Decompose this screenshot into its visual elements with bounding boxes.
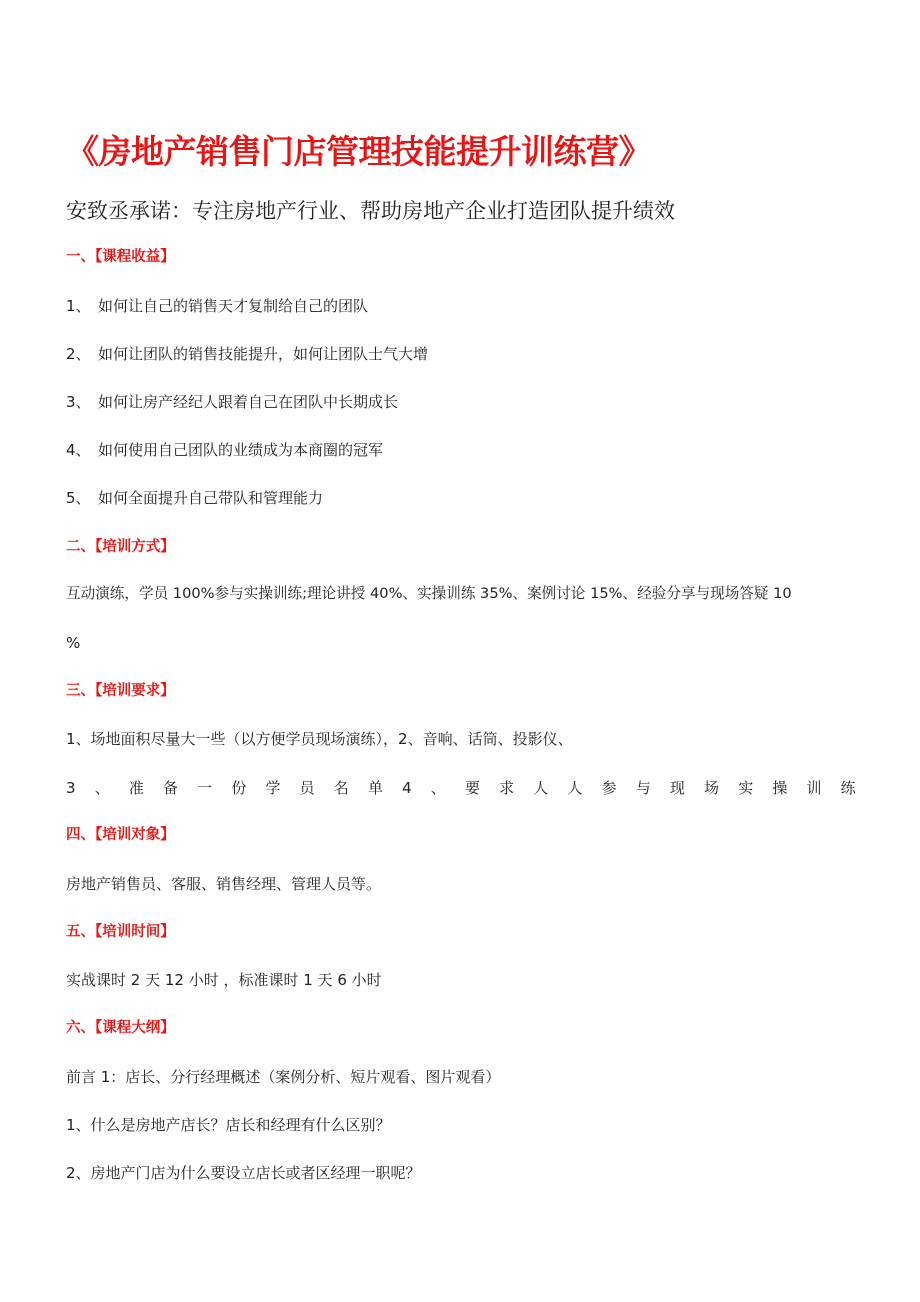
outline-question-2: 2、房地产门店为什么要设立店长或者区经理一职呢？ <box>66 1164 421 1182</box>
audience-text: 房地产销售员、客服、销售经理、管理人员等。 <box>66 875 382 893</box>
list-item-number: 2、 <box>66 345 91 363</box>
justified-char: 与 <box>635 779 651 797</box>
list-item-number: 3、 <box>66 393 91 411</box>
section-heading-method: 二、【培训方式】 <box>66 539 175 555</box>
section-heading-audience: 四、【培训对象】 <box>66 827 175 843</box>
method-text-line-2: % <box>66 634 81 652</box>
outline-question-1: 1、什么是房地产店长？店长和经理有什么区别？ <box>66 1116 391 1134</box>
justified-char: 一 <box>197 779 213 797</box>
justified-char: 名 <box>333 779 349 797</box>
justified-char: 场 <box>704 779 720 797</box>
section-heading-requirements: 三、【培训要求】 <box>66 683 175 699</box>
justified-char: 人 <box>567 779 583 797</box>
list-item-text: 如何让自己的销售天才复制给自己的团队 <box>98 297 369 315</box>
justified-char: 学 <box>265 779 281 797</box>
justified-char: 操 <box>772 779 788 797</box>
section-heading-time: 五、【培训时间】 <box>66 924 175 940</box>
list-item-text: 如何全面提升自己带队和管理能力 <box>98 489 324 507</box>
list-item-number: 1、 <box>66 297 91 315</box>
list-item <box>66 488 323 508</box>
requirements-text-line-1: 1、场地面积尽量大一些（以方便学员现场演练），2、音响、话筒、投影仪、 <box>66 730 573 748</box>
justified-char: 员 <box>299 779 315 797</box>
justified-char: 要 <box>464 779 480 797</box>
justified-char: 份 <box>231 779 247 797</box>
time-text: 实战课时 2 天 12 小时 ，标准课时 1 天 6 小时 <box>66 971 382 989</box>
list-item-text: 如何使用自己团队的业绩成为本商圈的冠军 <box>98 441 384 459</box>
justified-char: 参 <box>601 779 617 797</box>
justified-char: 实 <box>738 779 754 797</box>
justified-char: 3 <box>66 779 76 797</box>
justified-char: 准 <box>128 779 144 797</box>
document-title: 《房地产销售门店管理技能提升训练营》 <box>66 132 651 171</box>
justified-char: 现 <box>669 779 685 797</box>
justified-char: 4 <box>402 779 412 797</box>
justified-char: 、 <box>430 779 446 797</box>
justified-char: 人 <box>533 779 549 797</box>
outline-preface: 前言 1：店长、分行经理概述（案例分析、短片观看、图片观看） <box>66 1068 501 1086</box>
list-item <box>66 392 398 412</box>
justified-char: 备 <box>163 779 179 797</box>
method-text-line-1: 互动演练，学员 100%参与实操训练;理论讲授 40%、实操训练 35%、案例讨论 15%、经验分享与现场答疑 10 <box>66 585 792 602</box>
list-item <box>66 296 368 316</box>
document-subtitle: 安致丞承诺：专注房地产行业、帮助房地产企业打造团队提升绩效 <box>66 199 675 223</box>
list-item-number: 4、 <box>66 441 91 459</box>
requirements-text-line-2 <box>66 778 856 798</box>
list-item <box>66 344 428 364</box>
justified-char: 单 <box>367 779 383 797</box>
justified-char: 练 <box>840 779 856 797</box>
list-item-number: 5、 <box>66 489 91 507</box>
list-item-text: 如何让团队的销售技能提升，如何让团队士气大增 <box>98 345 429 363</box>
section-heading-outline: 六、【课程大纲】 <box>66 1020 175 1036</box>
list-item-text: 如何让房产经纪人跟着自己在团队中长期成长 <box>98 393 399 411</box>
justified-char: 、 <box>94 779 110 797</box>
justified-char: 训 <box>806 779 822 797</box>
section-heading-benefits: 一、【课程收益】 <box>66 249 175 265</box>
justified-char: 求 <box>499 779 515 797</box>
list-item <box>66 440 383 460</box>
